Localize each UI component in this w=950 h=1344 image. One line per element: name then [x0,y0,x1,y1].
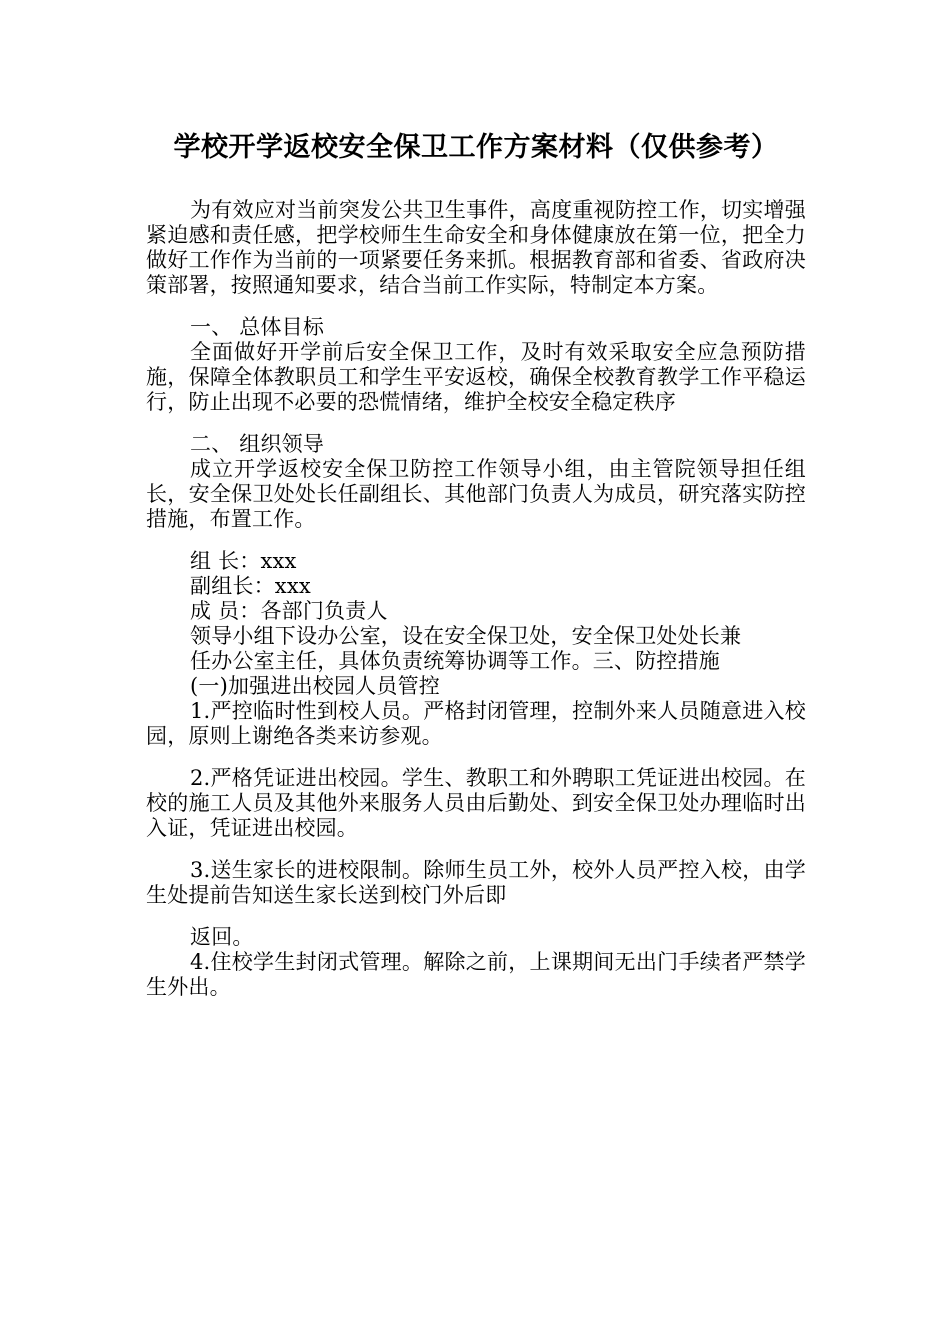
overall-goal-paragraph: 全面做好开学前后安全保卫工作，及时有效采取安全应急预防措施，保障全体教职员工和学生平安返校，确保全校教育教学工作平稳运行，防止出现不必要的恐慌情绪，维护全校安全稳定秩序 [146,340,806,414]
measure-2-paragraph: 2.严格凭证进出校园。学生、教职工和外聘职工凭证进出校园。在校的施工人员及其他外来服务人员由后勤处、到安全保卫处办理临时出入证，凭证进出校园。 [146,766,806,840]
members-line: 成 员：各部门负责人 [190,599,388,623]
measure-4-paragraph: 4.住校学生封闭式管理。解除之前，上课期间无出门手续者严禁学生外出。 [146,950,806,999]
measure-1-paragraph: 1.严控临时性到校人员。严格封闭管理，控制外来人员随意进入校园，原则上谢绝各类来访参观。 [146,699,806,748]
organization-paragraph: 成立开学返校安全保卫防控工作领导小组，由主管院领导担任组长，安全保卫处处长任副组长、其他部门负责人为成员，研究落实防控措施，布置工作。 [146,457,806,531]
subsection-heading-personnel-control: (一)加强进出校园人员管控 [190,674,440,698]
document-page [146,128,806,1000]
office-line-2: 任办公室主任，具体负责统筹协调等工作。三、防控措施 [190,649,720,673]
group-leader-line: 组 长：xxx [190,549,297,573]
document-title: 学校开学返校安全保卫工作方案材料（仅供参考） [173,132,779,163]
office-line-1: 领导小组下设办公室，设在安全保卫处，安全保卫处处长兼 [190,624,742,648]
section-heading-organization: 二、 组织领导 [190,432,325,456]
deputy-leader-line: 副组长：xxx [190,574,311,598]
measure-3-paragraph: 3.送生家长的进校限制。除师生员工外，校外人员严控入校，由学生处提前告知送生家长送到校门外后即 [146,858,806,907]
measure-3-continuation: 返回。 [190,925,254,949]
intro-paragraph: 为有效应对当前突发公共卫生事件，高度重视防控工作，切实增强紧迫感和责任感，把学校师生生命安全和身体健康放在第一位，把全力做好工作作为当前的一项紧要任务来抓。根据教育部和省委、省政府决策部署，按照通知要求，结合当前工作实际，特制定本方案。 [146,198,806,297]
section-heading-overall-goal: 一、 总体目标 [190,315,325,339]
